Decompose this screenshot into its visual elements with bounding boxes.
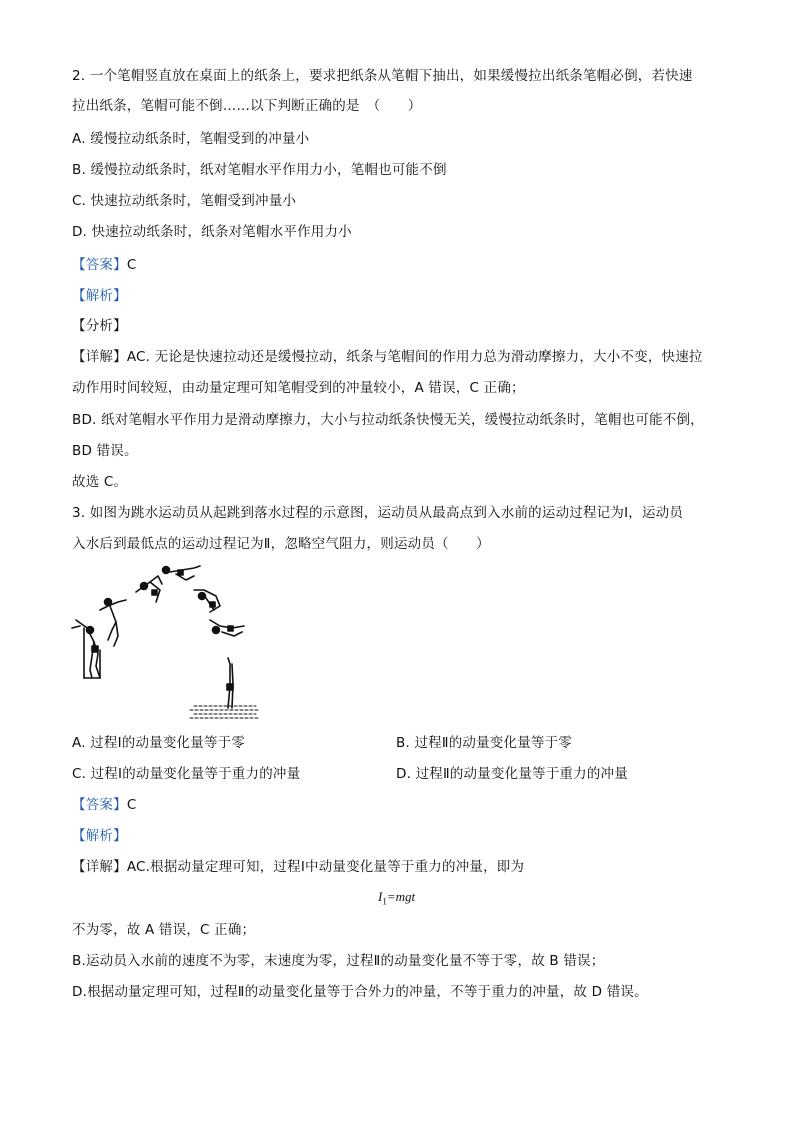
q3-analysis-tag: 【解析】 <box>72 828 127 844</box>
q2-detail-line-3: BD. 纸对笔帽水平作用力是滑动摩擦力，大小与拉动纸条快慢无关，缓慢拉动纸条时，笔帽也可能不倒， <box>72 412 704 428</box>
q3-option-a: A. 过程Ⅰ的动量变化量等于零 <box>72 735 246 751</box>
q2-detail-tag: 【详解】 <box>72 349 127 365</box>
q2-option-a: A. 缓慢拉动纸条时，笔帽受到的冲量小 <box>72 131 310 147</box>
q2-fenxi-tag: 【分析】 <box>72 318 127 334</box>
q3-detail-line-3: B.运动员入水前的速度不为零，末速度为零，过程Ⅱ的动量变化量不等于零，故 B 错误； <box>72 953 605 969</box>
q2-detail-line-4: BD 错误。 <box>72 443 138 459</box>
diver-jump-1 <box>100 599 126 647</box>
q3-detail-line-1 <box>72 857 524 877</box>
diver-entering-water <box>227 658 233 708</box>
diver-apex <box>163 566 201 580</box>
q3-stem-line-2: 入水后到最低点的运动过程记为Ⅱ，忽略空气阻力，则运动员（ ） <box>72 536 490 552</box>
diver-jump-2 <box>136 576 162 602</box>
diver-standing <box>72 620 100 678</box>
q3-option-b: B. 过程Ⅱ的动量变化量等于零 <box>396 735 572 751</box>
q3-detail-tag: 【详解】 <box>72 859 127 875</box>
diver-descend-1 <box>194 590 220 612</box>
water-surface <box>190 706 260 718</box>
q3-detail-line-4: D.根据动量定理可知，过程Ⅱ的动量变化量等于合外力的冲量，不等于重力的冲量，故 D 错误。 <box>72 984 648 1000</box>
q3-answer-tag: 【答案】 <box>72 797 127 813</box>
formula-subscript: 1 <box>382 896 387 907</box>
impulse-formula <box>378 889 415 907</box>
q2-analysis-tag: 【解析】 <box>72 288 127 304</box>
q2-option-b: B. 缓慢拉动纸条时，纸对笔帽水平作用力小，笔帽也可能不倒 <box>72 162 447 178</box>
q2-detail-line-1 <box>72 347 703 367</box>
q3-answer-line <box>72 795 136 815</box>
q3-detail-text-1: AC.根据动量定理可知，过程Ⅰ中动量变化量等于重力的冲量，即为 <box>126 859 525 875</box>
q2-detail-line-2: 动作用时间较短，由动量定理可知笔帽受到的冲量较小，A 错误，C 正确； <box>72 380 525 396</box>
q2-stem-line-1: 2. 一个笔帽竖直放在桌面上的纸条上，要求把纸条从笔帽下抽出，如果缓慢拉出纸条笔帽必倒，若快速 <box>72 68 693 84</box>
q2-stem-line-2: 拉出纸条，笔帽可能不倒……以下判断正确的是 （ ） <box>72 98 422 114</box>
q2-answer-line <box>72 255 136 275</box>
q2-conclusion: 故选 C。 <box>72 474 128 490</box>
diver-descend-2 <box>210 620 244 636</box>
q3-detail-line-2: 不为零，故 A 错误，C 正确； <box>72 922 256 938</box>
q2-answer-tag: 【答案】 <box>72 257 127 273</box>
q3-option-c: C. 过程Ⅰ的动量变化量等于重力的冲量 <box>72 766 301 782</box>
q2-option-d: D. 快速拉动纸条时，纸条对笔帽水平作用力小 <box>72 224 352 240</box>
formula-symbol: I <box>378 889 383 904</box>
q2-detail-text-1: AC. 无论是快速拉动还是缓慢拉动，纸条与笔帽间的作用力总为滑动摩擦力，大小不变，快速拉 <box>126 349 703 365</box>
q3-stem-line-1: 3. 如图为跳水运动员从起跳到落水过程的示意图，运动员从最高点到入水前的运动过程记为Ⅰ，运动员 <box>72 505 684 521</box>
diver-diagram-illustration <box>70 560 270 725</box>
q2-answer-value: C <box>126 257 137 273</box>
formula-rest: =mgt <box>386 889 416 904</box>
q2-option-c: C. 快速拉动纸条时，笔帽受到冲量小 <box>72 193 297 209</box>
q3-option-d: D. 过程Ⅱ的动量变化量等于重力的冲量 <box>396 766 628 782</box>
q3-answer-value: C <box>126 797 137 813</box>
